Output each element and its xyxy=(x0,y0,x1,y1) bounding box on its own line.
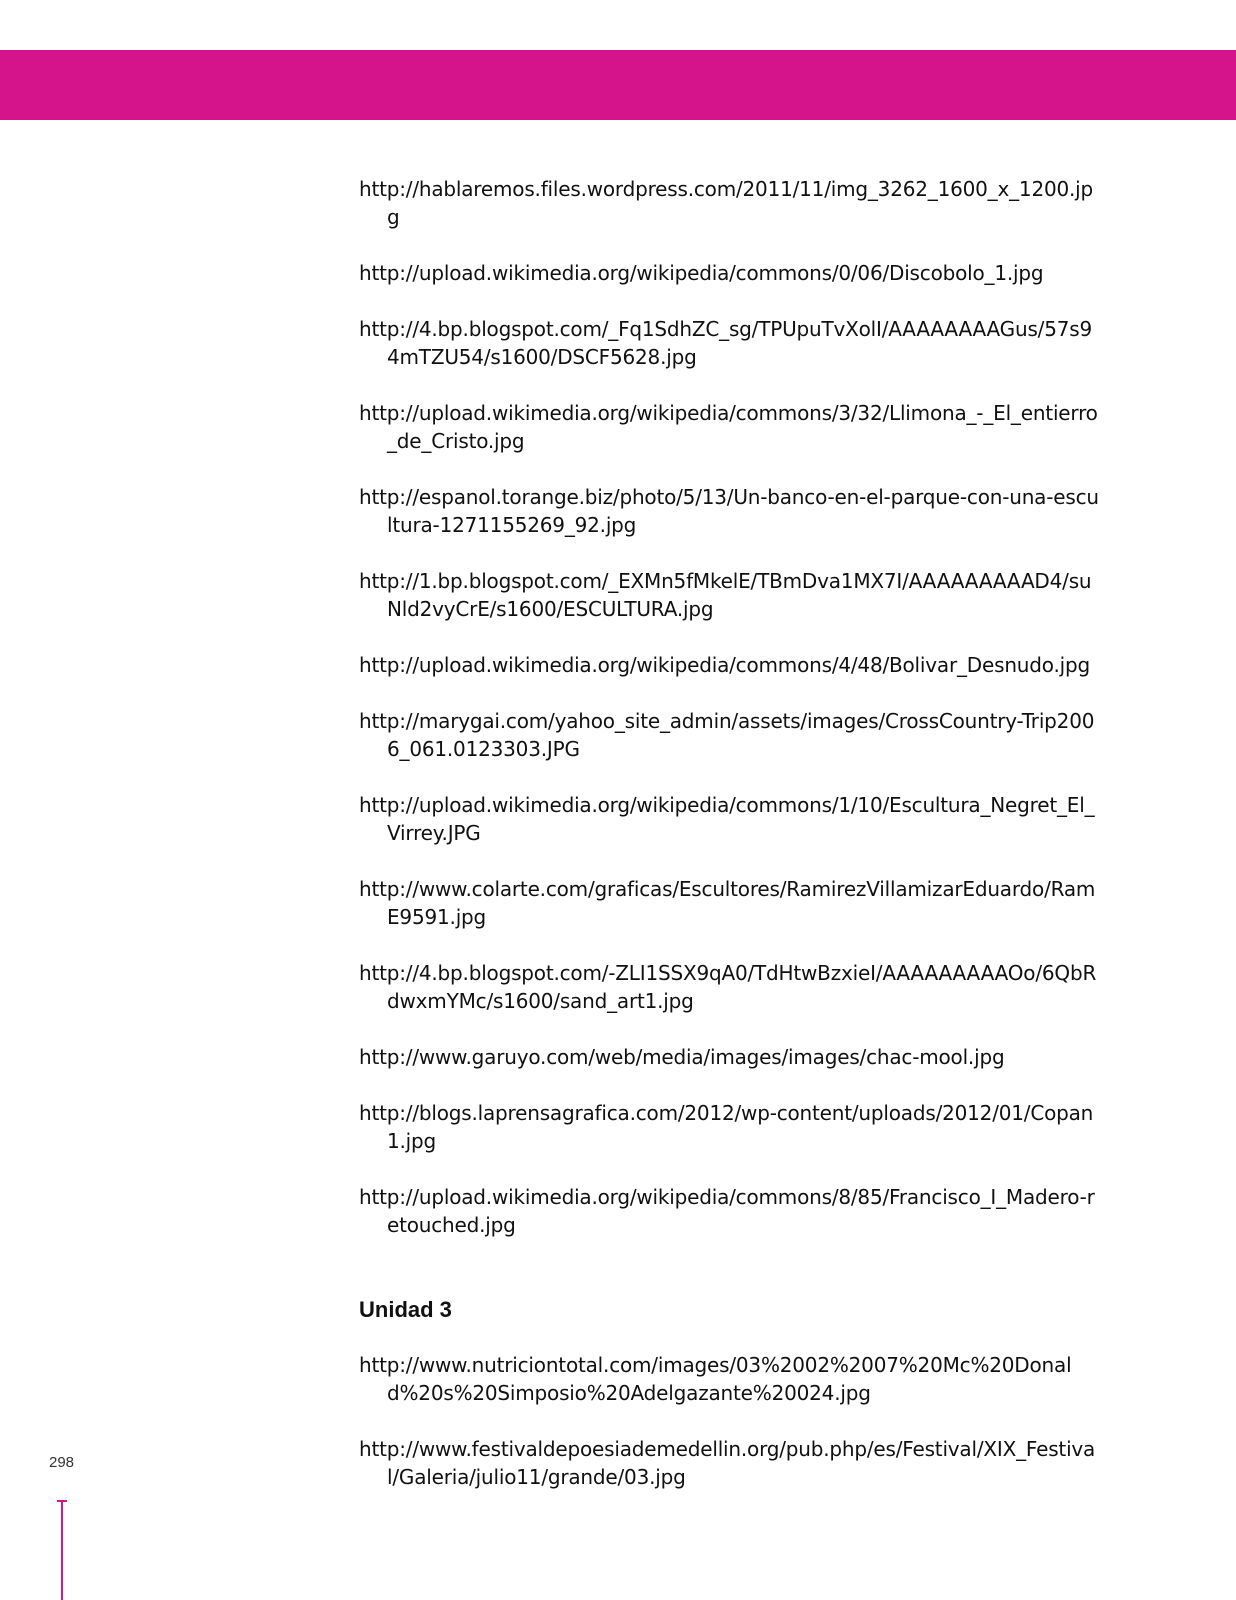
reference-url: http://upload.wikimedia.org/wikipedia/commons/1/10/Escultura_Negret_El_Virrey.JPG xyxy=(359,793,1095,845)
reference-url: http://www.festivaldepoesiademedellin.org/pub.php/es/Festival/XIX_Festival/Galeria/julio11/grande/03.jpg xyxy=(359,1437,1096,1489)
reference-url: http://4.bp.blogspot.com/-ZLI1SSX9qA0/TdHtwBzxieI/AAAAAAAAAOo/6QbRdwxmYMc/s1600/sand_art1.jpg xyxy=(359,961,1097,1013)
reference-url: http://www.garuyo.com/web/media/images/images/chac-mool.jpg xyxy=(359,1045,1005,1069)
reference-url: http://upload.wikimedia.org/wikipedia/commons/3/32/Llimona_-_El_entierro_de_Cristo.jpg xyxy=(359,401,1098,453)
reference-url: http://espanol.torange.biz/photo/5/13/Un-banco-en-el-parque-con-una-escultura-1271155269_92.jpg xyxy=(359,485,1099,537)
reference-url: http://hablaremos.files.wordpress.com/2011/11/img_3262_1600_x_1200.jpg xyxy=(359,177,1094,229)
reference-url: http://1.bp.blogspot.com/_EXMn5fMkelE/TBmDva1MX7I/AAAAAAAAAD4/suNld2vyCrE/s1600/ESCULTURA.jpg xyxy=(359,569,1092,621)
reference-url: http://marygai.com/yahoo_site_admin/assets/images/CrossCountry-Trip2006_061.0123303.JPG xyxy=(359,709,1095,761)
reference-list-previous-unit xyxy=(359,175,1099,1239)
reference-list-unidad-3 xyxy=(359,1351,1099,1491)
reference-url: http://blogs.laprensagrafica.com/2012/wp-content/uploads/2012/01/Copan1.jpg xyxy=(359,1101,1094,1153)
reference-url: http://upload.wikimedia.org/wikipedia/commons/0/06/Discobolo_1.jpg xyxy=(359,261,1044,285)
reference-url: http://upload.wikimedia.org/wikipedia/commons/4/48/Bolivar_Desnudo.jpg xyxy=(359,653,1090,677)
section-heading-unidad-3: Unidad 3 xyxy=(359,1297,452,1322)
reference-content xyxy=(359,175,1099,1519)
reference-url: http://www.colarte.com/graficas/Escultores/RamirezVillamizarEduardo/RamE9591.jpg xyxy=(359,877,1096,929)
margin-rule xyxy=(61,1500,63,1600)
page-number: 298 xyxy=(49,1454,75,1471)
reference-url: http://4.bp.blogspot.com/_Fq1SdhZC_sg/TPUpuTvXolI/AAAAAAAAGus/57s94mTZU54/s1600/DSCF5628.jpg xyxy=(359,317,1092,369)
reference-url: http://upload.wikimedia.org/wikipedia/commons/8/85/Francisco_I_Madero-retouched.jpg xyxy=(359,1185,1095,1237)
header-color-band xyxy=(0,50,1236,120)
reference-url: http://www.nutriciontotal.com/images/03%2002%2007%20Mc%20Donald%20s%20Simposio%20Adelgazante%20024.jpg xyxy=(359,1353,1072,1405)
